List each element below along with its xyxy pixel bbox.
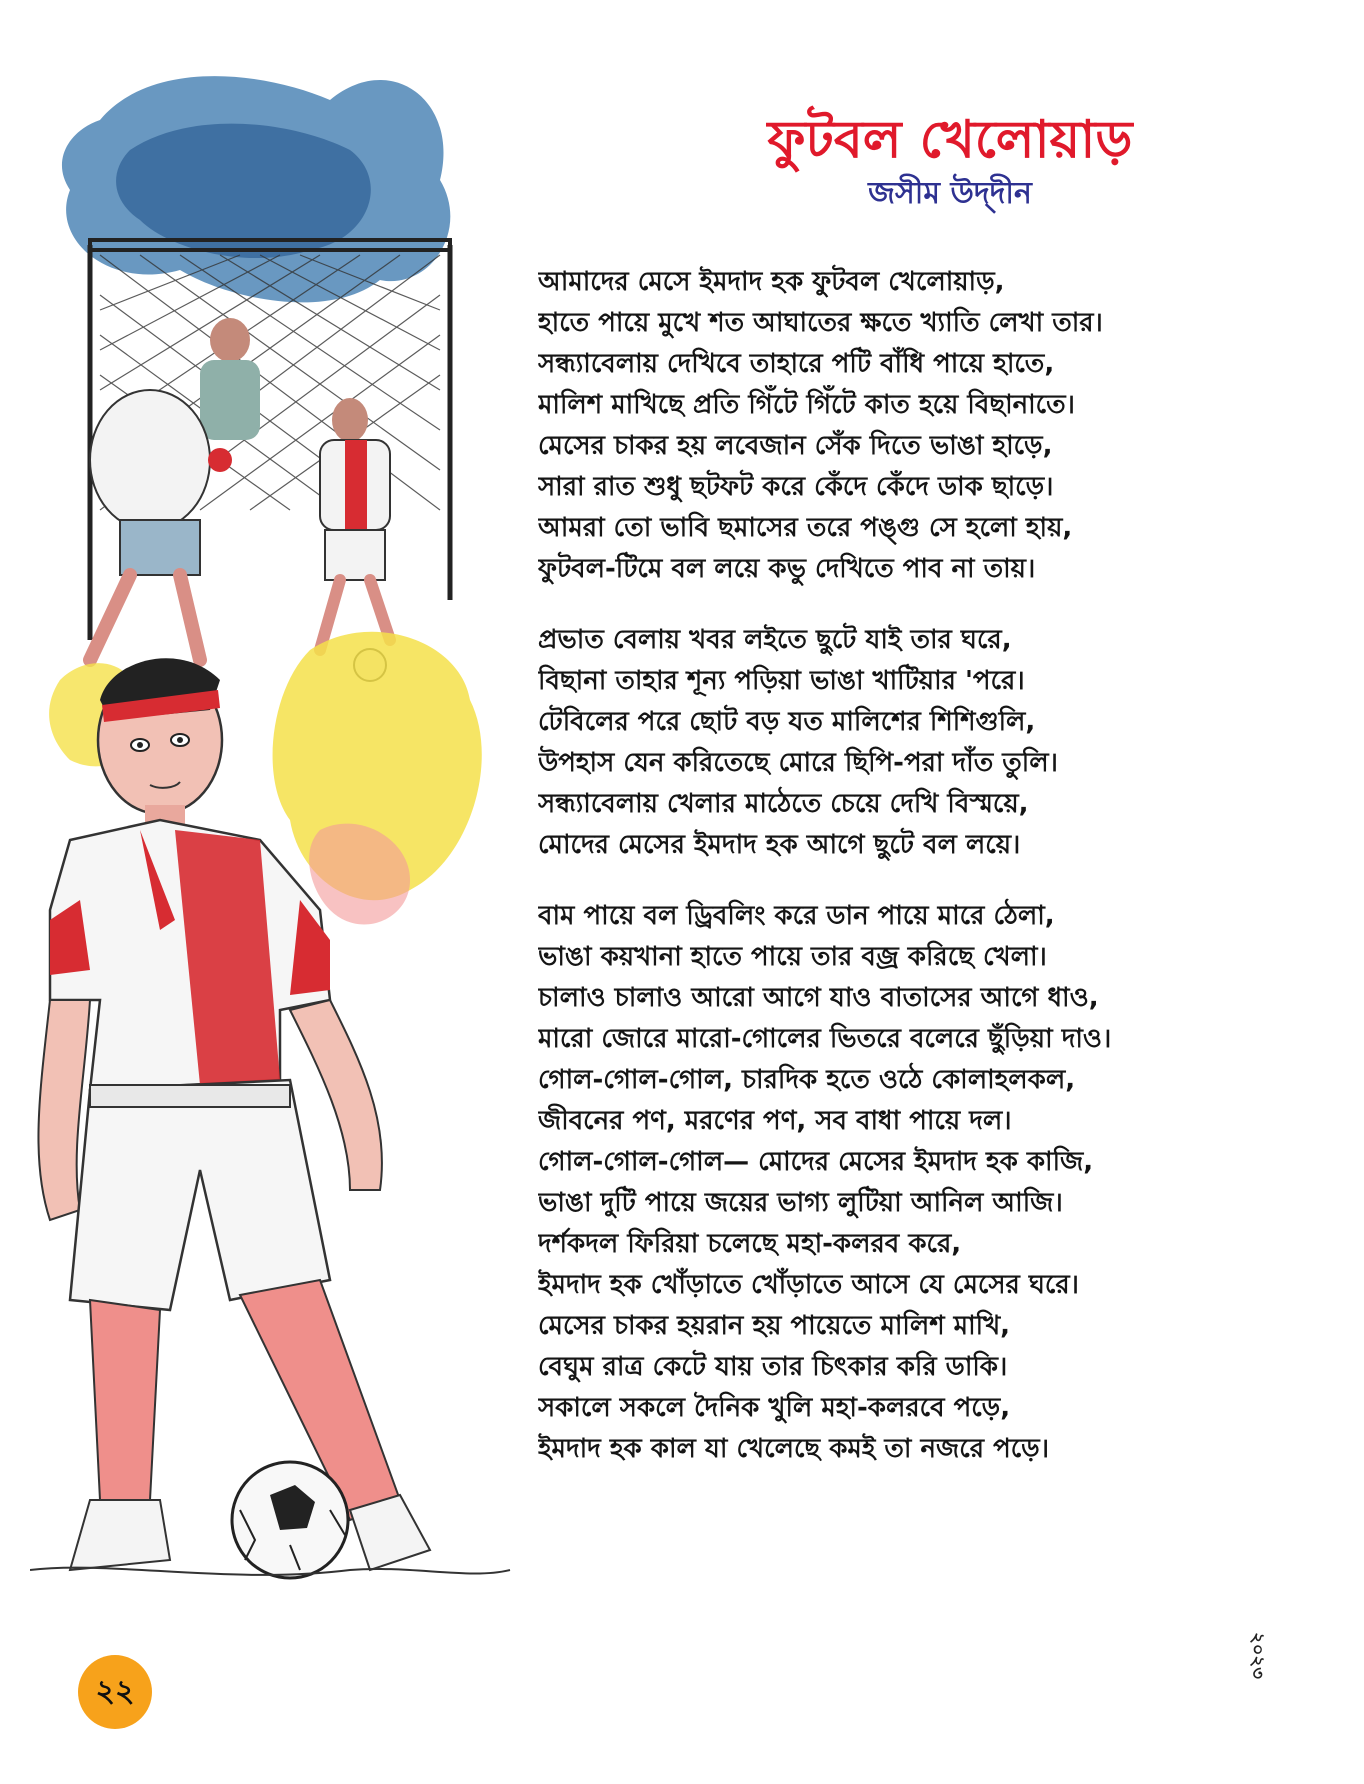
title-block	[560, 108, 1340, 214]
poem-line: টেবিলের পরে ছোট বড় যত মালিশের শিশিগুলি,	[538, 707, 1036, 737]
poem-line: মালিশ মাখিছে প্রতি গিঁটে গিঁটে কাত হয়ে বিছানাতে।	[538, 390, 1075, 420]
year-label: ২০২৩	[1246, 1631, 1268, 1679]
stanza-3	[538, 896, 1338, 1470]
poem-body	[538, 262, 1338, 1470]
poem-line: বিছানা তাহার শূন্য পড়িয়া ভাঙা খাটিয়ার 'পরে।	[538, 666, 1025, 696]
poem-line: সারা রাত শুধু ছটফট করে কেঁদে কেঁদে ডাক ছাড়ে।	[538, 472, 1054, 502]
page-number: ২২	[95, 1673, 135, 1709]
year-label-container	[1236, 1615, 1276, 1695]
poem-line: মারো জোরে মারো-গোলের ভিতরে বলেরে ছুঁড়িয়া দাও।	[538, 1024, 1112, 1054]
poem-line: আমাদের মেসে ইমদাদ হক ফুটবল খেলোয়াড়,	[538, 267, 1005, 297]
poem-line: ভাঙা কয়খানা হাতে পায়ে তার বজ্র করিছে খেলা।	[538, 942, 1047, 972]
poem-line: চালাও চালাও আরো আগে যাও বাতাসের আগে ধাও,	[538, 983, 1099, 1013]
poem-line: গোল-গোল-গোল— মোদের মেসের ইমদাদ হক কাজি,	[538, 1147, 1094, 1177]
poem-line: প্রভাত বেলায় খবর লইতে ছুটে যাই তার ঘরে,	[538, 625, 1012, 655]
poem-line: ভাঙা দুটি পায়ে জয়ের ভাগ্য লুটিয়া আনিল আজি।	[538, 1188, 1063, 1218]
illustration-artwork	[30, 40, 530, 1600]
poem-title: ফুটবল খেলোয়াড়	[767, 110, 1133, 170]
stanza-1	[538, 262, 1338, 590]
football-players-illustration	[30, 40, 530, 1600]
poem-line: সন্ধ্যাবেলায় দেখিবে তাহারে পটি বাঁধি পায়ে হাতে,	[538, 349, 1055, 379]
poem-line: জীবনের পণ, মরণের পণ, সব বাধা পায়ে দল।	[538, 1106, 1012, 1136]
poem-line: দর্শকদল ফিরিয়া চলেছে মহা-কলরব করে,	[538, 1229, 962, 1259]
poem-line: হাতে পায়ে মুখে শত আঘাতের ক্ষতে খ্যাতি লেখা তার।	[538, 308, 1103, 338]
poem-line: ইমদাদ হক কাল যা খেলেছে কমই তা নজরে পড়ে।	[538, 1434, 1050, 1464]
page-number-badge	[78, 1655, 152, 1729]
poem-author: জসীম উদ্‌দীন	[868, 176, 1032, 211]
poem-line: বেঘুম রাত্র কেটে যায় তার চিৎকার করি ডাকি।	[538, 1352, 1008, 1382]
poem-line: সন্ধ্যাবেলায় খেলার মাঠেতে চেয়ে দেখি বিস্ময়ে,	[538, 789, 1029, 819]
poem-line: ইমদাদ হক খোঁড়াতে খোঁড়াতে আসে যে মেসের ঘরে।	[538, 1270, 1079, 1300]
poem-line: মেসের চাকর হয়রান হয় পায়েতে মালিশ মাখি,	[538, 1311, 1011, 1341]
poem-line: মোদের মেসের ইমদাদ হক আগে ছুটে বল লয়ে।	[538, 830, 1021, 860]
poem-line: গোল-গোল-গোল, চারদিক হতে ওঠে কোলাহলকল,	[538, 1065, 1076, 1095]
poem-line: উপহাস যেন করিতেছে মোরে ছিপি-পরা দাঁত তুলি।	[538, 748, 1058, 778]
poem-line: সকালে সকলে দৈনিক খুলি মহা-কলরবে পড়ে,	[538, 1393, 1011, 1423]
poem-line: আমরা তো ভাবি ছমাসের তরে পঙ্গু সে হলো হায়,	[538, 513, 1073, 543]
poem-line: মেসের চাকর হয় লবেজান সেঁক দিতে ভাঙা হাড়ে,	[538, 431, 1053, 461]
poem-line: ফুটবল-টিমে বল লয়ে কভু দেখিতে পাব না তায়।	[538, 554, 1036, 584]
poem-line: বাম পায়ে বল ড্রিবলিং করে ডান পায়ে মারে ঠেলা,	[538, 901, 1055, 931]
stanza-2	[538, 620, 1338, 866]
